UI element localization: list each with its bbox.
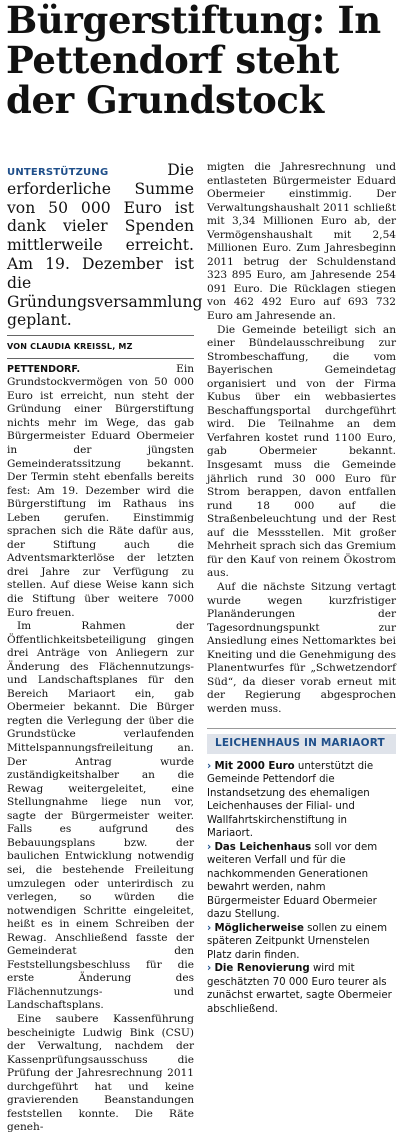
divider	[207, 728, 396, 729]
infobox-item	[207, 962, 396, 1016]
article-paragraph: Die Gemeinde beteiligt sich an einer Bündelausschreibung zur Strombeschaffung, die vom Bayerischen Gemeindetag organisiert und von der Firma Kubus über ein webbasiertes Beschaffungsportal durchgeführt wird. Die Teilnahme an dem Verfahren kostet rund 1100 Euro, gab Obermeier bekannt. Insgesamt muss die Gemeinde jährlich rund 30 000 Euro für Strom berappen, davon entfallen rund 18 000 auf die Straßenbeleuchtung und der Rest auf die Messstellen. Mit großer Mehrheit sprach sich das Gremium für den Kauf von reinem Ökostrom aus.	[207, 323, 396, 580]
infobox-items	[207, 760, 396, 1017]
infobox-item-text: soll vor dem weiteren Verfall und für die nachkommenden Generationen bewahrt werden, nahm Bürgermeister Eduard Obermeier dazu Stellung.	[207, 841, 378, 921]
infobox-item-text: wird mit geschätzten 70 000 Euro teurer als zunächst erwartet, sagte Obermeier abschließend.	[207, 963, 392, 1015]
arrow-bullet-icon: ›	[207, 963, 212, 975]
infobox-item-lead: Mit 2000 Euro	[214, 760, 295, 772]
arrow-bullet-icon: ›	[207, 760, 212, 772]
article-paragraph: Auf die nächste Sitzung vertagt wurde wegen kurzfristiger Planänderungen der Tagesordnungspunkt zur Ansiedlung eines Nettomarktes bei Kneiting und die Genehmigung des Planentwurfes für „Schwetzendorf Süd“, da dieser vorab erneut mit der Regierung abgesprochen werden muss.	[207, 580, 396, 715]
article-paragraph: Eine saubere Kassenführung bescheinigte Ludwig Bink (CSU) der Verwaltung, nachdem der Kassenprüfungsausschuss die Prüfung der Jahresrechnung 2011 durchgeführt hat und keine gravierenden Beanstandungen feststellen konnte. Die Räte geneh-	[7, 1012, 194, 1134]
arrow-bullet-icon: ›	[207, 841, 212, 853]
infobox	[207, 728, 396, 1016]
headline: Bürgerstiftung: In Pettendorf steht der Grundstock	[6, 0, 381, 122]
lead-block	[7, 161, 203, 330]
dateline: PETTENDORF.	[7, 363, 81, 375]
infobox-item	[207, 841, 396, 922]
paragraph-text: Ein Grundstockvermögen von 50 000 Euro ist erreicht, nun steht der Gründung einer Bürgerstiftung nichts mehr im Wege, das gab Bürgermeister Eduard Obermeier in der jüngsten Gemeinderatssitzung bekannt. Der Termin steht ebenfalls bereits fest: Am 19. Dezember wird die Bürgerstiftung im Rathaus ins Leben gerufen. Einstimmig sprachen sich die Räte dafür aus, der Stiftung auch die Adventsmarkterlöse der letzten drei Jahre zur Verfügung zu stellen. Auf diese Weise kann sich die Stiftung über weitere 7000 Euro freuen.	[7, 362, 194, 619]
infobox-item-text: sollen zu einem späteren Zeitpunkt Urnenstelen Platz darin finden.	[207, 922, 388, 961]
infobox-item-lead: Die Renovierung	[214, 963, 310, 975]
article-paragraph	[7, 363, 194, 620]
infobox-item	[207, 922, 396, 963]
article-paragraph: migten die Jahresrechnung und entlasteten Bürgermeister Eduard Obermeier einstimmig. Der Verwaltungshaushalt 2011 schließt mit 3,34 Millionen Euro ab, der Vermögenshaushalt mit 2,54 Millionen Euro. Zum Jahresbeginn 2011 betrug der Schuldenstand 323 895 Euro, am Jahresende 254 091 Euro. Die Rücklagen stiegen von 462 492 Euro auf 693 732 Euro am Jahresende an.	[207, 161, 396, 323]
right-column	[207, 161, 396, 1016]
left-column	[7, 161, 203, 1135]
lead-text: Die erforderliche Summe von 50 000 Euro ist dank vieler Spenden mittlerweile erreicht. Am 19. Dezember ist die Gründungsversammlung geplant.	[7, 161, 203, 330]
byline: VON CLAUDIA KREISSL, MZ	[7, 336, 194, 359]
kicker: UNTERSTÜTZUNG	[7, 167, 109, 178]
arrow-bullet-icon: ›	[207, 922, 212, 934]
infobox-item-lead: Möglicherweise	[214, 922, 304, 934]
article-paragraph: Im Rahmen der Öffentlichkeitsbeteiligung gingen drei Anträge von Anliegern zur Änderung des Flächennutzungs- und Landschaftsplanes für den Bereich Mariaort ein, gab Obermeier bekannt. Die Bürger regten die Verlegung der über die Grundstücke verlaufenden Mittelspannungsfreileitung an. Der Antrag wurde zuständigkeitshalber an die Rewag weitergeleitet, eine Stellungnahme liege nun vor, sagte der Bürgermeister weiter. Falls es aufgrund des Bebauungsplans bzw. der baulichen Entwicklung notwendig sei, die bestehende Freileitung umzulegen oder unterirdisch zu verlegen, so würden die notwendigen Schritte eingeleitet, heißt es in einem Schreiben der Rewag. Anschließend fasste der Gemeinderat den Feststellungsbeschluss für die erste Änderung des Flächennutzungs- und Landschaftsplans.	[7, 620, 194, 1012]
infobox-item-text: unterstützt die Gemeinde Pettendorf die Instandsetzung des ehemaligen Leichenhauses der Filial- und Wallfahrtskirchenstiftung in Mariaort.	[207, 760, 374, 840]
infobox-item	[207, 760, 396, 841]
infobox-item-lead: Das Leichenhaus	[214, 841, 312, 853]
infobox-title: LEICHENHAUS IN MARIAORT	[207, 734, 396, 754]
